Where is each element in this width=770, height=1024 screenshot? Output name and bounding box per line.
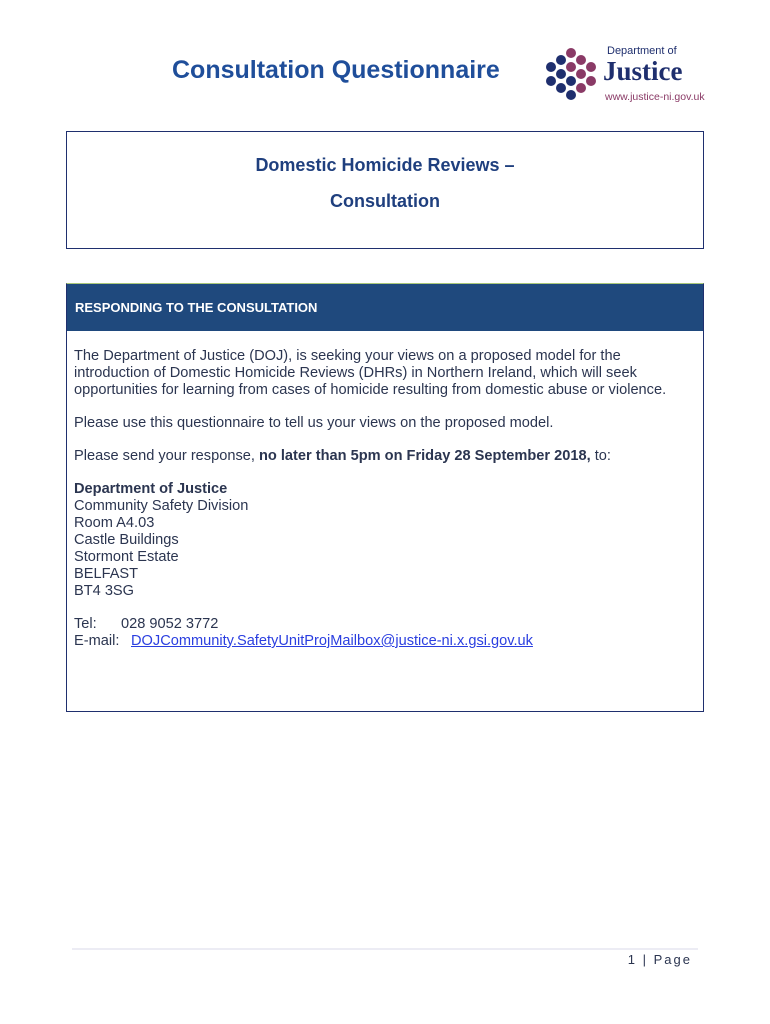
- address-line: Stormont Estate: [74, 549, 179, 565]
- address-line: BELFAST: [74, 566, 139, 582]
- hexagon-emblem-icon: [543, 47, 601, 105]
- address-line: Room A4.03: [74, 515, 155, 531]
- page-number: 1 | Page: [627, 952, 692, 967]
- logo-url: www.justice-ni.gov.uk: [605, 91, 705, 103]
- document-title-line1: Domestic Homicide Reviews –: [255, 155, 515, 175]
- address-line: Castle Buildings: [74, 532, 179, 548]
- instruction-paragraph: Please use this questionnaire to tell us your views on the proposed model.: [74, 415, 554, 431]
- email-link[interactable]: DOJCommunity.SafetyUnitProjMailbox@justice-ni.x.gsi.gov.uk: [131, 633, 533, 649]
- address-line: Community Safety Division: [74, 498, 249, 514]
- section-heading: RESPONDING TO THE CONSULTATION: [67, 284, 703, 331]
- postal-address: [74, 481, 696, 600]
- responding-section: [66, 283, 704, 712]
- intro-paragraph: The Department of Justice (DOJ), is seeking your views on a proposed model for the introduction of Domestic Homicide Reviews (DHRs) in Northern Ireland, which will seek opportunities for learning from cases of homicide resulting from domestic abuse or violence.: [74, 348, 667, 398]
- title-box: [66, 131, 704, 249]
- deadline-paragraph: [74, 448, 696, 465]
- logo-line2: Justice: [603, 56, 683, 86]
- contact-details: [74, 616, 696, 650]
- page-footer: [72, 948, 698, 967]
- department-of-justice-logo: [543, 45, 713, 107]
- document-title-line2: Consultation: [330, 191, 440, 211]
- page-title: Consultation Questionnaire: [172, 56, 500, 84]
- deadline-date: no later than 5pm on Friday 28 September 2018,: [258, 448, 591, 464]
- deadline-pre: Please send your response,: [74, 448, 259, 464]
- address-name: Department of Justice: [74, 481, 228, 497]
- logo-line1: Department of: [607, 45, 677, 57]
- tel-number: 028 9052 3772: [121, 616, 219, 632]
- deadline-post: to:: [590, 448, 611, 464]
- address-line: BT4 3SG: [74, 583, 135, 599]
- tel-label: Tel:: [74, 616, 97, 632]
- email-label: E-mail:: [74, 633, 120, 649]
